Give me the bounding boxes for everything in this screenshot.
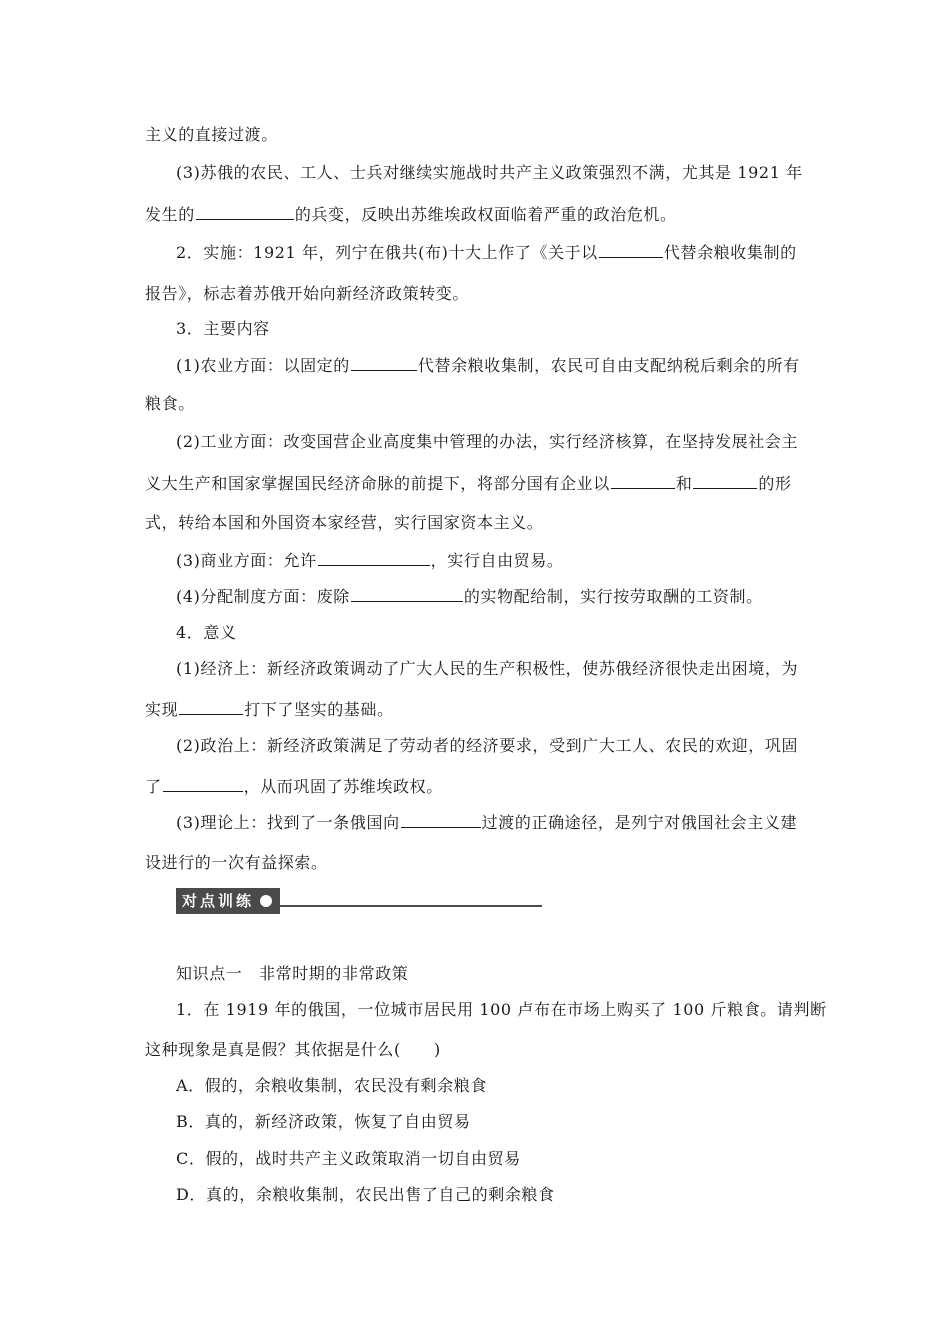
banner-label-box: [176, 888, 280, 914]
option-b[interactable]: B．真的，新经济政策，恢复了自由贸易: [176, 1112, 471, 1131]
section-title: 知识点一 非常时期的非常政策: [176, 964, 409, 983]
fill-blank[interactable]: [196, 203, 294, 220]
fill-blank[interactable]: [163, 775, 243, 792]
text-line: (3)理论上：找到了一条俄国向 过渡的正确途径，是列宁对俄国社会主义建: [176, 813, 798, 832]
text-line: 主义的直接过渡。: [145, 125, 278, 144]
bullet-dot-icon: [260, 895, 272, 907]
text-line: (3)商业方面：允许 ，实行自由贸易。: [176, 551, 564, 570]
option-c[interactable]: C．假的，战时共产主义政策取消一切自由贸易: [176, 1149, 521, 1168]
text-line: 设进行的一次有益探索。: [145, 853, 328, 872]
text-line: 发生的 的兵变，反映出苏维埃政权面临着严重的政治危机。: [145, 205, 677, 224]
practice-banner: [176, 888, 542, 914]
text-line: (1)农业方面：以固定的 代替余粮收集制，农民可自由支配纳税后剩余的所有: [176, 356, 800, 375]
text-line: (4)分配制度方面：废除 的实物配给制，实行按劳取酬的工资制。: [176, 587, 763, 606]
fill-blank[interactable]: [599, 241, 663, 258]
banner-label: 对点训练: [182, 892, 255, 910]
text-line: 粮食。: [145, 394, 195, 413]
fill-blank[interactable]: [401, 811, 481, 828]
text-line: 2．实施：1921 年，列宁在俄共(布)十大上作了《关于以 代替余粮收集制的: [176, 243, 797, 262]
question-stem: 这种现象是真是假？其依据是什么( ): [145, 1040, 441, 1059]
section-heading: 3．主要内容: [176, 319, 270, 338]
fill-blank[interactable]: [611, 472, 675, 489]
fill-blank[interactable]: [693, 472, 757, 489]
fill-blank[interactable]: [351, 354, 417, 371]
text-line: (2)政治上：新经济政策满足了劳动者的经济要求，受到广大工人、农民的欢迎，巩固: [176, 736, 799, 755]
text-line: 义大生产和国家掌握国民经济命脉的前提下，将部分国有企业以 和 的形: [145, 474, 792, 493]
option-d[interactable]: D．真的，余粮收集制，农民出售了自己的剩余粮食: [176, 1185, 555, 1204]
text-line: (2)工业方面：改变国营企业高度集中管理的办法，实行经济核算，在坚持发展社会主: [176, 432, 799, 451]
banner-rule: [280, 905, 542, 907]
option-a[interactable]: A．假的，余粮收集制，农民没有剩余粮食: [176, 1076, 487, 1095]
text-line: 报告》，标志着苏俄开始向新经济政策转变。: [145, 284, 470, 303]
text-line: (3)苏俄的农民、工人、士兵对继续实施战时共产主义政策强烈不满，尤其是 1921 年: [176, 163, 803, 182]
fill-blank[interactable]: [351, 585, 463, 602]
text-line: 式，转给本国和外国资本家经营，实行国家资本主义。: [145, 513, 544, 532]
fill-blank[interactable]: [179, 698, 243, 715]
text-line: 实现 打下了坚实的基础。: [145, 700, 394, 719]
text-line: 了 ，从而巩固了苏维埃政权。: [145, 777, 443, 796]
fill-blank[interactable]: [318, 549, 430, 566]
section-heading: 4．意义: [176, 623, 237, 642]
question-stem: 1．在 1919 年的俄国，一位城市居民用 100 卢布在市场上购买了 100 斤粮食。请判断: [176, 1000, 827, 1019]
text-line: (1)经济上：新经济政策调动了广大人民的生产积极性，使苏俄经济很快走出困境，为: [176, 659, 799, 678]
